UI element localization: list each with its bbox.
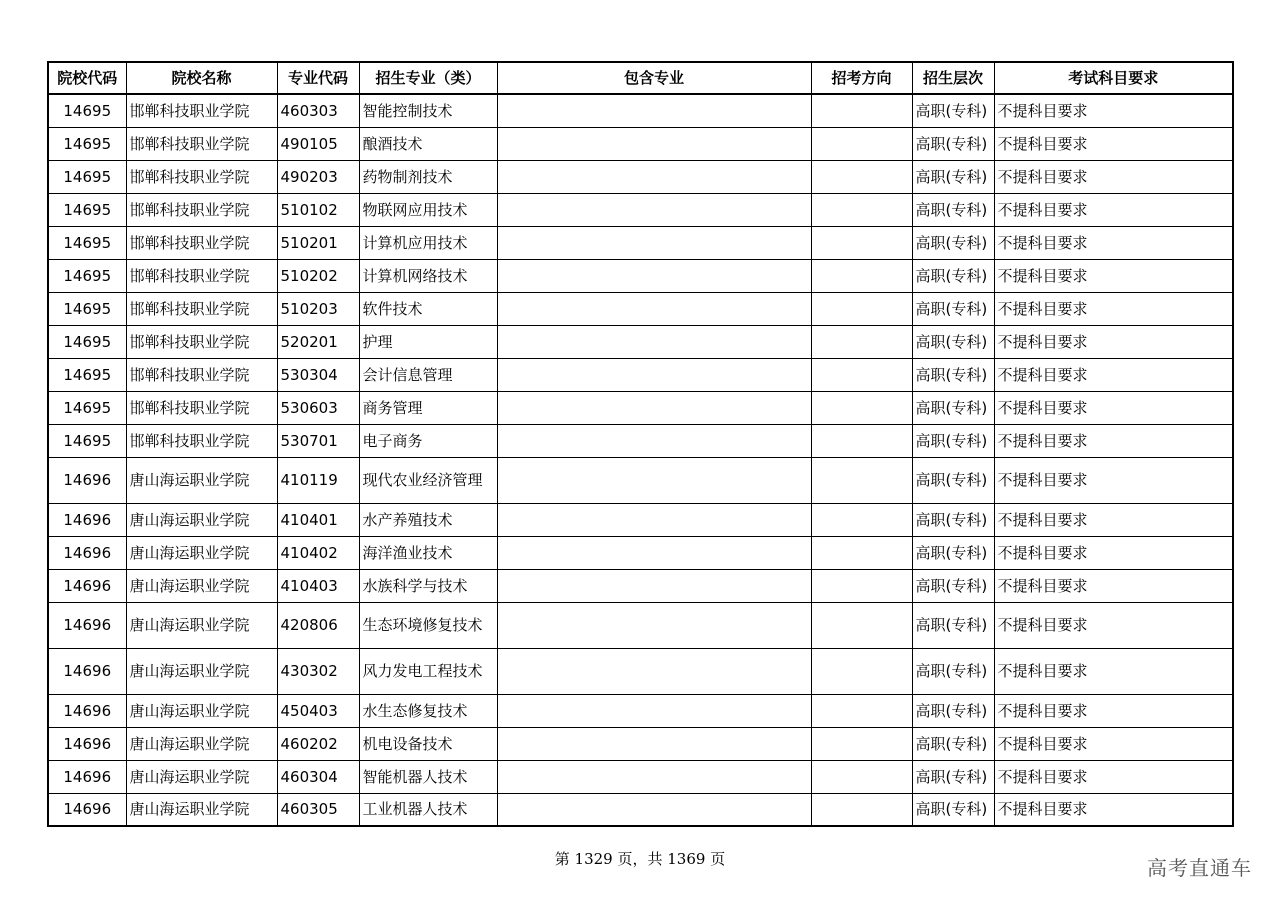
- school-name-cell: 唐山海运职业学院: [126, 536, 277, 569]
- table-body: [48, 94, 1233, 826]
- school-name-cell: 邯郸科技职业学院: [126, 424, 277, 457]
- header-subject-requirement: 考试科目要求: [994, 62, 1233, 94]
- school-name-cell: 唐山海运职业学院: [126, 602, 277, 648]
- subject-requirement-cell: 不提科目要求: [994, 536, 1233, 569]
- direction-cell: [811, 694, 912, 727]
- subject-requirement-cell: 不提科目要求: [994, 94, 1233, 127]
- major-code-cell: 410402: [277, 536, 359, 569]
- major-cell: 计算机应用技术: [359, 226, 497, 259]
- level-cell: 高职(专科): [912, 694, 994, 727]
- direction-cell: [811, 457, 912, 503]
- header-school-name: 院校名称: [126, 62, 277, 94]
- school-code-cell: 14695: [48, 358, 126, 391]
- major-cell: 工业机器人技术: [359, 793, 497, 826]
- table-row: [48, 292, 1233, 325]
- included-majors-cell: [497, 793, 811, 826]
- school-code-cell: 14695: [48, 226, 126, 259]
- school-code-cell: 14696: [48, 569, 126, 602]
- direction-cell: [811, 292, 912, 325]
- subject-requirement-cell: 不提科目要求: [994, 648, 1233, 694]
- direction-cell: [811, 424, 912, 457]
- admissions-table: [47, 61, 1234, 827]
- included-majors-cell: [497, 569, 811, 602]
- school-name-cell: 邯郸科技职业学院: [126, 160, 277, 193]
- major-code-cell: 460305: [277, 793, 359, 826]
- school-name-cell: 邯郸科技职业学院: [126, 292, 277, 325]
- school-name-cell: 邯郸科技职业学院: [126, 259, 277, 292]
- level-cell: 高职(专科): [912, 569, 994, 602]
- subject-requirement-cell: 不提科目要求: [994, 424, 1233, 457]
- watermark: 高考直通车: [1147, 856, 1252, 880]
- included-majors-cell: [497, 424, 811, 457]
- subject-requirement-cell: 不提科目要求: [994, 127, 1233, 160]
- school-code-cell: 14696: [48, 503, 126, 536]
- subject-requirement-cell: 不提科目要求: [994, 602, 1233, 648]
- major-code-cell: 410403: [277, 569, 359, 602]
- major-cell: 软件技术: [359, 292, 497, 325]
- header-level: 招生层次: [912, 62, 994, 94]
- major-cell: 智能机器人技术: [359, 760, 497, 793]
- major-code-cell: 510201: [277, 226, 359, 259]
- major-code-cell: 410401: [277, 503, 359, 536]
- included-majors-cell: [497, 94, 811, 127]
- major-cell: 护理: [359, 325, 497, 358]
- school-code-cell: 14695: [48, 193, 126, 226]
- school-code-cell: 14696: [48, 648, 126, 694]
- level-cell: 高职(专科): [912, 760, 994, 793]
- school-code-cell: 14695: [48, 160, 126, 193]
- major-cell: 海洋渔业技术: [359, 536, 497, 569]
- level-cell: 高职(专科): [912, 259, 994, 292]
- major-cell: 水生态修复技术: [359, 694, 497, 727]
- table-row: [48, 391, 1233, 424]
- direction-cell: [811, 160, 912, 193]
- table-row: [48, 457, 1233, 503]
- table-row: [48, 259, 1233, 292]
- header-major: 招生专业（类）: [359, 62, 497, 94]
- included-majors-cell: [497, 358, 811, 391]
- header-direction: 招考方向: [811, 62, 912, 94]
- school-name-cell: 唐山海运职业学院: [126, 503, 277, 536]
- direction-cell: [811, 226, 912, 259]
- major-code-cell: 530701: [277, 424, 359, 457]
- table-row: [48, 226, 1233, 259]
- table-row: [48, 694, 1233, 727]
- table-row: [48, 536, 1233, 569]
- school-code-cell: 14695: [48, 127, 126, 160]
- major-cell: 生态环境修复技术: [359, 602, 497, 648]
- level-cell: 高职(专科): [912, 127, 994, 160]
- table-row: [48, 602, 1233, 648]
- included-majors-cell: [497, 226, 811, 259]
- subject-requirement-cell: 不提科目要求: [994, 358, 1233, 391]
- level-cell: 高职(专科): [912, 727, 994, 760]
- level-cell: 高职(专科): [912, 793, 994, 826]
- header-school-code: 院校代码: [48, 62, 126, 94]
- table-row: [48, 503, 1233, 536]
- major-cell: 会计信息管理: [359, 358, 497, 391]
- page-number: 第 1329 页，共 1369 页: [554, 850, 726, 868]
- major-code-cell: 420806: [277, 602, 359, 648]
- school-code-cell: 14695: [48, 292, 126, 325]
- major-code-cell: 460304: [277, 760, 359, 793]
- direction-cell: [811, 391, 912, 424]
- school-name-cell: 邯郸科技职业学院: [126, 193, 277, 226]
- level-cell: 高职(专科): [912, 424, 994, 457]
- subject-requirement-cell: 不提科目要求: [994, 793, 1233, 826]
- major-cell: 水族科学与技术: [359, 569, 497, 602]
- included-majors-cell: [497, 292, 811, 325]
- major-cell: 商务管理: [359, 391, 497, 424]
- subject-requirement-cell: 不提科目要求: [994, 160, 1233, 193]
- school-name-cell: 邯郸科技职业学院: [126, 358, 277, 391]
- major-code-cell: 490203: [277, 160, 359, 193]
- major-cell: 电子商务: [359, 424, 497, 457]
- level-cell: 高职(专科): [912, 391, 994, 424]
- included-majors-cell: [497, 457, 811, 503]
- major-code-cell: 410119: [277, 457, 359, 503]
- direction-cell: [811, 193, 912, 226]
- major-code-cell: 430302: [277, 648, 359, 694]
- school-code-cell: 14695: [48, 259, 126, 292]
- direction-cell: [811, 648, 912, 694]
- major-cell: 机电设备技术: [359, 727, 497, 760]
- major-cell: 智能控制技术: [359, 94, 497, 127]
- level-cell: 高职(专科): [912, 503, 994, 536]
- direction-cell: [811, 793, 912, 826]
- table-row: [48, 358, 1233, 391]
- subject-requirement-cell: 不提科目要求: [994, 760, 1233, 793]
- major-cell: 现代农业经济管理: [359, 457, 497, 503]
- included-majors-cell: [497, 160, 811, 193]
- direction-cell: [811, 127, 912, 160]
- included-majors-cell: [497, 602, 811, 648]
- header-included-majors: 包含专业: [497, 62, 811, 94]
- included-majors-cell: [497, 727, 811, 760]
- level-cell: 高职(专科): [912, 193, 994, 226]
- subject-requirement-cell: 不提科目要求: [994, 503, 1233, 536]
- major-code-cell: 520201: [277, 325, 359, 358]
- included-majors-cell: [497, 503, 811, 536]
- included-majors-cell: [497, 259, 811, 292]
- level-cell: 高职(专科): [912, 325, 994, 358]
- level-cell: 高职(专科): [912, 94, 994, 127]
- table-row: [48, 569, 1233, 602]
- included-majors-cell: [497, 325, 811, 358]
- direction-cell: [811, 325, 912, 358]
- subject-requirement-cell: 不提科目要求: [994, 292, 1233, 325]
- table-row: [48, 94, 1233, 127]
- school-name-cell: 唐山海运职业学院: [126, 793, 277, 826]
- subject-requirement-cell: 不提科目要求: [994, 259, 1233, 292]
- major-code-cell: 460303: [277, 94, 359, 127]
- school-name-cell: 邯郸科技职业学院: [126, 226, 277, 259]
- major-cell: 物联网应用技术: [359, 193, 497, 226]
- subject-requirement-cell: 不提科目要求: [994, 325, 1233, 358]
- school-name-cell: 唐山海运职业学院: [126, 457, 277, 503]
- subject-requirement-cell: 不提科目要求: [994, 694, 1233, 727]
- subject-requirement-cell: 不提科目要求: [994, 391, 1233, 424]
- major-code-cell: 510202: [277, 259, 359, 292]
- school-code-cell: 14696: [48, 727, 126, 760]
- major-code-cell: 490105: [277, 127, 359, 160]
- school-name-cell: 唐山海运职业学院: [126, 727, 277, 760]
- subject-requirement-cell: 不提科目要求: [994, 193, 1233, 226]
- school-code-cell: 14695: [48, 391, 126, 424]
- major-cell: 药物制剂技术: [359, 160, 497, 193]
- school-name-cell: 唐山海运职业学院: [126, 648, 277, 694]
- table-row: [48, 760, 1233, 793]
- included-majors-cell: [497, 760, 811, 793]
- major-cell: 水产养殖技术: [359, 503, 497, 536]
- major-cell: 酿酒技术: [359, 127, 497, 160]
- level-cell: 高职(专科): [912, 536, 994, 569]
- direction-cell: [811, 602, 912, 648]
- included-majors-cell: [497, 391, 811, 424]
- table-row: [48, 160, 1233, 193]
- table-row: [48, 193, 1233, 226]
- school-name-cell: 邯郸科技职业学院: [126, 391, 277, 424]
- major-code-cell: 460202: [277, 727, 359, 760]
- table-row: [48, 127, 1233, 160]
- major-code-cell: 530603: [277, 391, 359, 424]
- included-majors-cell: [497, 536, 811, 569]
- table-row: [48, 424, 1233, 457]
- included-majors-cell: [497, 648, 811, 694]
- school-name-cell: 唐山海运职业学院: [126, 694, 277, 727]
- table-row: [48, 648, 1233, 694]
- subject-requirement-cell: 不提科目要求: [994, 569, 1233, 602]
- major-code-cell: 510102: [277, 193, 359, 226]
- table-header-row: [48, 62, 1233, 94]
- direction-cell: [811, 358, 912, 391]
- major-code-cell: 450403: [277, 694, 359, 727]
- school-name-cell: 唐山海运职业学院: [126, 569, 277, 602]
- included-majors-cell: [497, 694, 811, 727]
- direction-cell: [811, 536, 912, 569]
- level-cell: 高职(专科): [912, 226, 994, 259]
- subject-requirement-cell: 不提科目要求: [994, 457, 1233, 503]
- school-name-cell: 邯郸科技职业学院: [126, 94, 277, 127]
- school-code-cell: 14695: [48, 325, 126, 358]
- direction-cell: [811, 94, 912, 127]
- table-row: [48, 793, 1233, 826]
- table-row: [48, 325, 1233, 358]
- school-code-cell: 14696: [48, 793, 126, 826]
- school-name-cell: 邯郸科技职业学院: [126, 127, 277, 160]
- direction-cell: [811, 569, 912, 602]
- table-row: [48, 727, 1233, 760]
- direction-cell: [811, 760, 912, 793]
- school-code-cell: 14695: [48, 94, 126, 127]
- level-cell: 高职(专科): [912, 292, 994, 325]
- school-code-cell: 14696: [48, 602, 126, 648]
- school-name-cell: 唐山海运职业学院: [126, 760, 277, 793]
- level-cell: 高职(专科): [912, 358, 994, 391]
- level-cell: 高职(专科): [912, 648, 994, 694]
- school-code-cell: 14695: [48, 424, 126, 457]
- school-code-cell: 14696: [48, 457, 126, 503]
- subject-requirement-cell: 不提科目要求: [994, 727, 1233, 760]
- major-cell: 风力发电工程技术: [359, 648, 497, 694]
- school-code-cell: 14696: [48, 536, 126, 569]
- major-code-cell: 530304: [277, 358, 359, 391]
- subject-requirement-cell: 不提科目要求: [994, 226, 1233, 259]
- header-major-code: 专业代码: [277, 62, 359, 94]
- level-cell: 高职(专科): [912, 602, 994, 648]
- school-code-cell: 14696: [48, 694, 126, 727]
- school-name-cell: 邯郸科技职业学院: [126, 325, 277, 358]
- major-cell: 计算机网络技术: [359, 259, 497, 292]
- direction-cell: [811, 727, 912, 760]
- direction-cell: [811, 503, 912, 536]
- major-code-cell: 510203: [277, 292, 359, 325]
- included-majors-cell: [497, 193, 811, 226]
- level-cell: 高职(专科): [912, 160, 994, 193]
- level-cell: 高职(专科): [912, 457, 994, 503]
- school-code-cell: 14696: [48, 760, 126, 793]
- direction-cell: [811, 259, 912, 292]
- included-majors-cell: [497, 127, 811, 160]
